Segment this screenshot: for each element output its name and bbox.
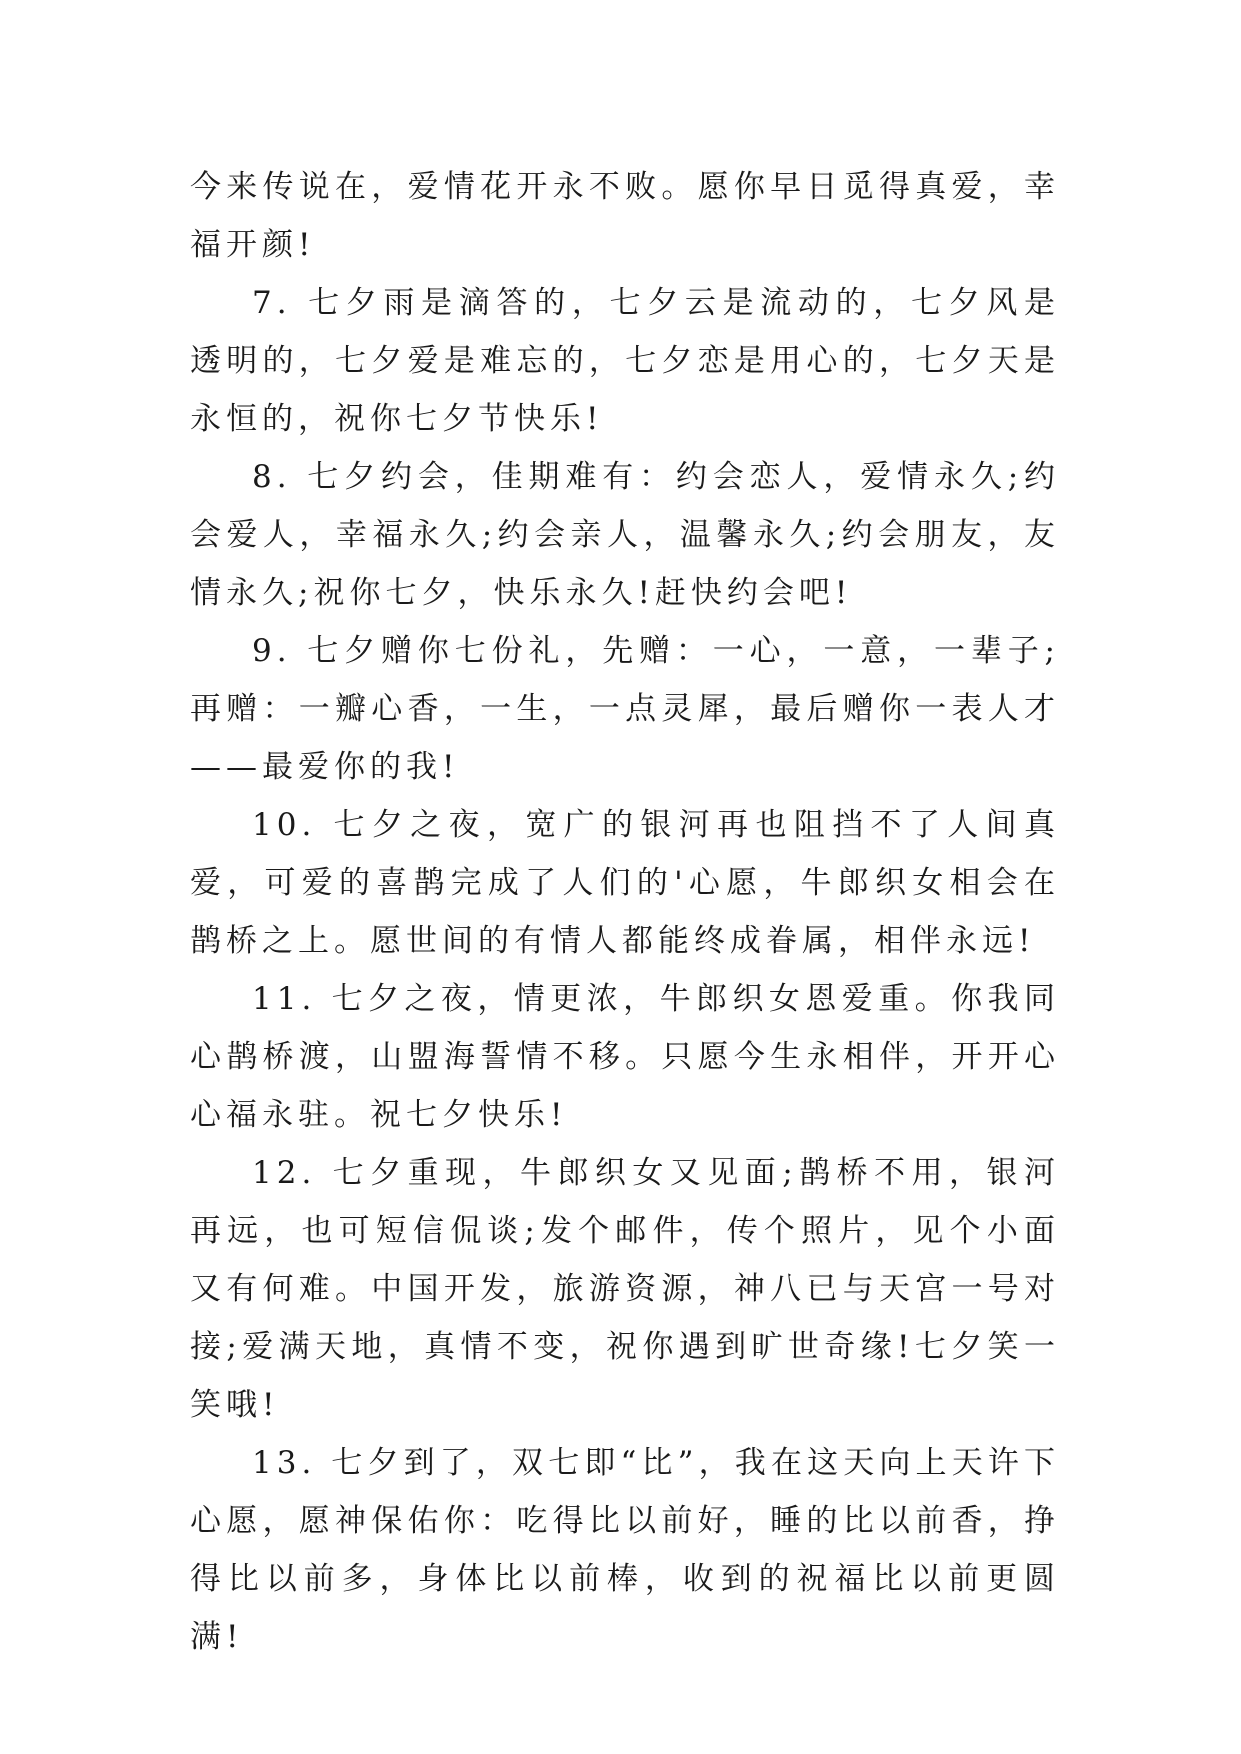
paragraph-12: 12. 七夕重现，牛郎织女又见面;鹊桥不用，银河再远，也可短信侃谈;发个邮件，传个照片，见个小面又有何难。中国开发，旅游资源，神八已与天宫一号对接;爱满天地，真情不变，祝你遇到旷世奇缘!七夕笑一笑哦! [190,1155,1060,1423]
document-body [190,158,1060,1666]
paragraph-11: 11. 七夕之夜，情更浓，牛郎织女恩爱重。你我同心鹊桥渡，山盟海誓情不移。只愿今生永相伴，开开心心福永驻。祝七夕快乐! [190,981,1060,1133]
paragraph-8: 8. 七夕约会，佳期难有：约会恋人，爱情永久;约会爱人，幸福永久;约会亲人，温馨永久;约会朋友，友情永久;祝你七夕，快乐永久!赶快约会吧! [190,459,1060,611]
paragraph-10: 10. 七夕之夜，宽广的银河再也阻挡不了人间真爱，可爱的喜鹊完成了人们的'心愿，牛郎织女相会在鹊桥之上。愿世间的有情人都能终成眷属，相伴永远! [190,807,1060,959]
paragraph-13: 13. 七夕到了，双七即“比”，我在这天向上天许下心愿，愿神保佑你：吃得比以前好，睡的比以前香，挣得比以前多，身体比以前棒，收到的祝福比以前更圆满! [190,1445,1060,1655]
paragraph-9: 9. 七夕赠你七份礼，先赠：一心，一意，一辈子;再赠：一瓣心香，一生，一点灵犀，最后赠你一表人才——最爱你的我! [190,633,1060,785]
paragraph-7: 7. 七夕雨是滴答的，七夕云是流动的，七夕风是透明的，七夕爱是难忘的，七夕恋是用心的，七夕天是永恒的，祝你七夕节快乐! [190,285,1060,437]
paragraph-continuation: 今来传说在，爱情花开永不败。愿你早日觅得真爱，幸福开颜! [190,169,1060,263]
